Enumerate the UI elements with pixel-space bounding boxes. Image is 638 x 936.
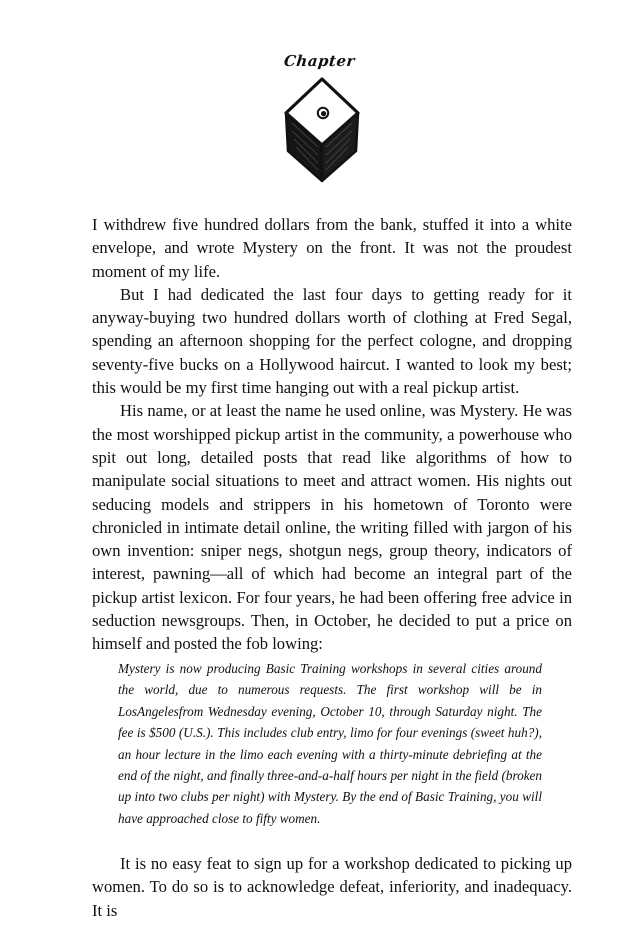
body-paragraph-1: I withdrew five hundred dollars from the bank, stuffed it into a white envelope, and wrote Mystery on the front. It was not the proudest moment of my life. (92, 215, 572, 281)
block-quote (118, 658, 542, 829)
body-paragraph-4: It is no easy feat to sign up for a workshop dedicated to picking up women. To do so is to acknowledge defeat, inferiority, and inadequacy. It is (92, 854, 572, 920)
body-paragraph-3: His name, or at least the name he used online, was Mystery. He was the most worshipped pickup artist in the community, a powerhouse who spit out long, detailed posts that read like algorithms of how to manipulate social situations to meet and attract women. His nights out seducing models and strippers in his hometown of Toronto were chronicled in intimate detail online, the writing filled with jargon of his own invention: sniper negs, shotgun negs, group theory, indicators of interest, pawning—all of which had become an integral part of the pickup artist lexicon. For four years, he had been offering free advice in seduction newsgroups. Then, in October, he decided to put a price on himself and posted the fob lowing: (92, 401, 572, 654)
chapter-heading: Chapter (282, 52, 356, 70)
dice-icon (282, 75, 362, 185)
chapter-heading-block (0, 52, 638, 71)
body-text (92, 213, 572, 656)
body-paragraph-2: But I had dedicated the last four days to getting ready for it anyway-buying two hundred dollars worth of clothing at Fred Segal, spending an afternoon shopping for the perfect cologne, and dropping seventy-five bucks on a Hollywood haircut. I wanted to look my best; this would be my first time hanging out with a real pickup artist. (92, 284, 572, 398)
continuation-text (92, 852, 572, 922)
quote-paragraph: Mystery is now producing Basic Training workshops in several cities around the world, due to numerous requests. The first workshop will be in LosAngelesfrom Wednesday evening, October 10, through Saturday night. The fee is $500 (U.S.). This includes club entry, limo for four evenings (sweet huh?), an hour lecture in the limo each evening with a thirty-minute debriefing at the end of the night, and finally three-and-a-half hours per night in the field (broken up into two clubs per night) with Mystery. By the end of Basic Training, you will have approached close to fifty women. (118, 661, 542, 826)
